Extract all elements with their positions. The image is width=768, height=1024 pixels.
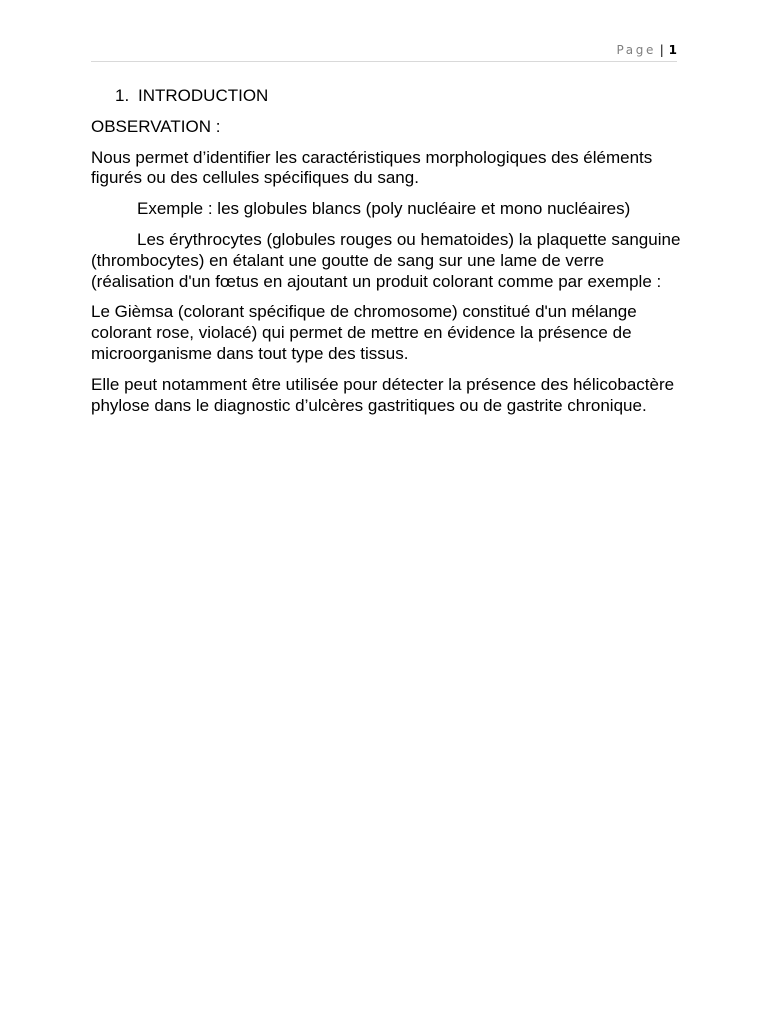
paragraph: Nous permet d’identifier les caractéristiques morphologiques des éléments figurés ou des cellules spécifiques du sang. (91, 147, 653, 188)
paragraph: Elle peut notamment être utilisée pour détecter la présence des hélicobactère phylose dans le diagnostic d’ulcères gastritiques ou de gastrite chronique. (91, 374, 675, 415)
page-label: Page (616, 43, 656, 57)
page-number: 1 (668, 43, 677, 57)
document-body (91, 86, 681, 426)
page-header (91, 40, 677, 62)
page-number-block (616, 42, 677, 58)
subtitle: OBSERVATION : (91, 116, 221, 136)
heading-number: 1. (115, 86, 130, 105)
paragraph: Le Gièmsa (colorant spécifique de chromosome) constitué d'un mélange colorant rose, violacé) qui permet de mettre en évidence la présence de microorganisme dans tout type des tissus. (91, 302, 637, 363)
section-heading (115, 86, 681, 107)
heading-text: INTRODUCTION (138, 86, 269, 105)
paragraph: Exemple : les globules blancs (poly nucléaire et mono nucléaires) (137, 199, 631, 219)
paragraph: Les érythrocytes (globules rouges ou hematoides) la plaquette sanguine (thrombocytes) en étalant une goutte de sang sur une lame de verre (réalisation d'un fœtus en ajoutant un produit colorant comme par exemple : (91, 229, 681, 291)
page-separator: | (659, 43, 664, 57)
